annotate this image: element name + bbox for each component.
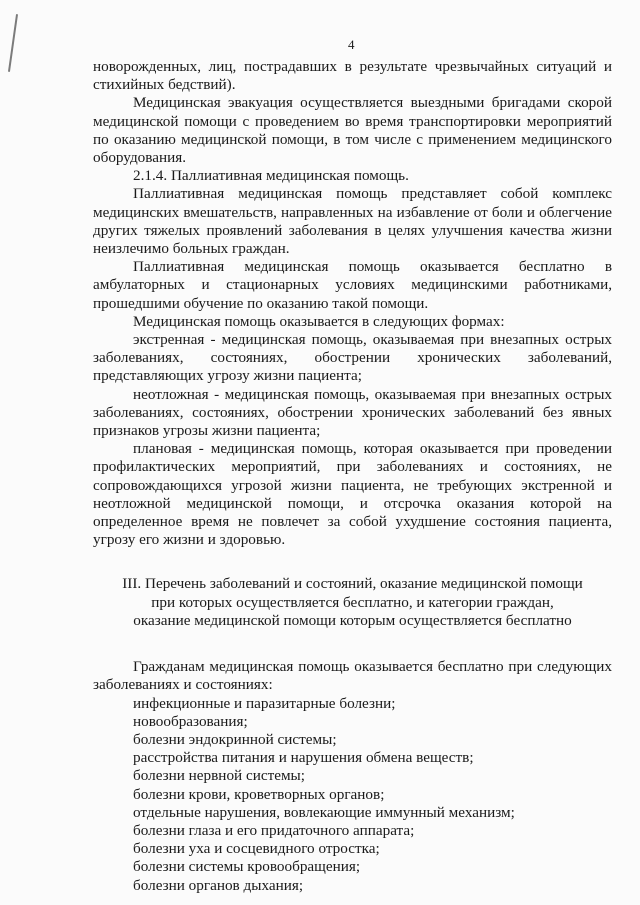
section-heading [93,575,612,630]
paragraph-palliative-definition: Паллиативная медицинская помощь представляет собой комплекс медицинских вмешательств, направленных на избавление от боли и облегчение других тяжелых проявлений заболевания в целях улучшения качества жизни неизлечимо больных граждан. [93,185,612,258]
paragraph-form-urgent: неотложная - медицинская помощь, оказываемая при внезапных острых заболеваниях, состояниях, обострении хронических заболеваний без явных признаков угрозы жизни пациента; [93,385,612,440]
paragraph-form-planned: плановая - медицинская помощь, которая оказывается при проведении профилактических мероприятий, при заболеваниях и состояниях, не сопровождающихся угрозой жизни пациента, не требующих экстренной и неотложной медицинской помощи, и отсрочка оказания которой на определенное время не повлечет за собой ухудшение состояния пациента, угрозу его жизни и здоровью. [93,440,612,549]
list-item: инфекционные и паразитарные болезни; [133,694,396,712]
paragraph-continuation: новорожденных, лиц, пострадавших в результате чрезвычайных ситуаций и стихийных бедствий). [93,58,612,94]
list-item: болезни органов дыхания; [133,876,304,894]
paragraph-forms-intro: Медицинская помощь оказывается в следующих формах: [133,312,505,330]
document-body [93,58,612,895]
list-item: отдельные нарушения, вовлекающие иммунный механизм; [133,803,515,821]
paragraph-diseases-intro: Гражданам медицинская помощь оказывается бесплатно при следующих заболеваниях и состояниях: [93,658,612,694]
list-item: болезни эндокринной системы; [133,730,337,748]
paragraph-form-emergency: экстренная - медицинская помощь, оказываемая при внезапных острых заболеваниях, состояниях, обострении хронических заболеваний, представляющих угрозу жизни пациента; [93,331,612,385]
paragraph-medical-evacuation: Медицинская эвакуация осуществляется выездными бригадами скорой медицинской помощи с проведением во время транспортировки мероприятий по оказанию медицинской помощи, в том числе с применением медицинского оборудования. [93,94,612,167]
list-item: болезни нервной системы; [133,767,305,785]
list-item: болезни глаза и его придаточного аппарата; [133,821,415,839]
section-heading-line: при которых осуществляется бесплатно, и категории граждан, [151,593,554,611]
paragraph-palliative-free: Паллиативная медицинская помощь оказывается бесплатно в амбулаторных и стационарных условиях медицинскими работниками, прошедшими обучение по оказанию такой помощи. [93,258,612,312]
disease-list [93,695,612,895]
section-heading-line: оказание медицинской помощи которым осуществляется бесплатно [133,611,572,629]
list-item: болезни системы кровообращения; [133,858,361,876]
list-item: новообразования; [133,712,248,730]
list-item: болезни крови, кроветворных органов; [133,785,385,803]
margin-pen-mark [8,14,18,72]
page-number: 4 [348,37,355,52]
list-item: болезни уха и сосцевидного отростка; [133,840,380,858]
list-item: расстройства питания и нарушения обмена веществ; [133,749,474,767]
section-heading-line: III. Перечень заболеваний и состояний, оказание медицинской помощи [122,575,583,593]
paragraph-palliative-heading: 2.1.4. Паллиативная медицинская помощь. [133,167,409,185]
